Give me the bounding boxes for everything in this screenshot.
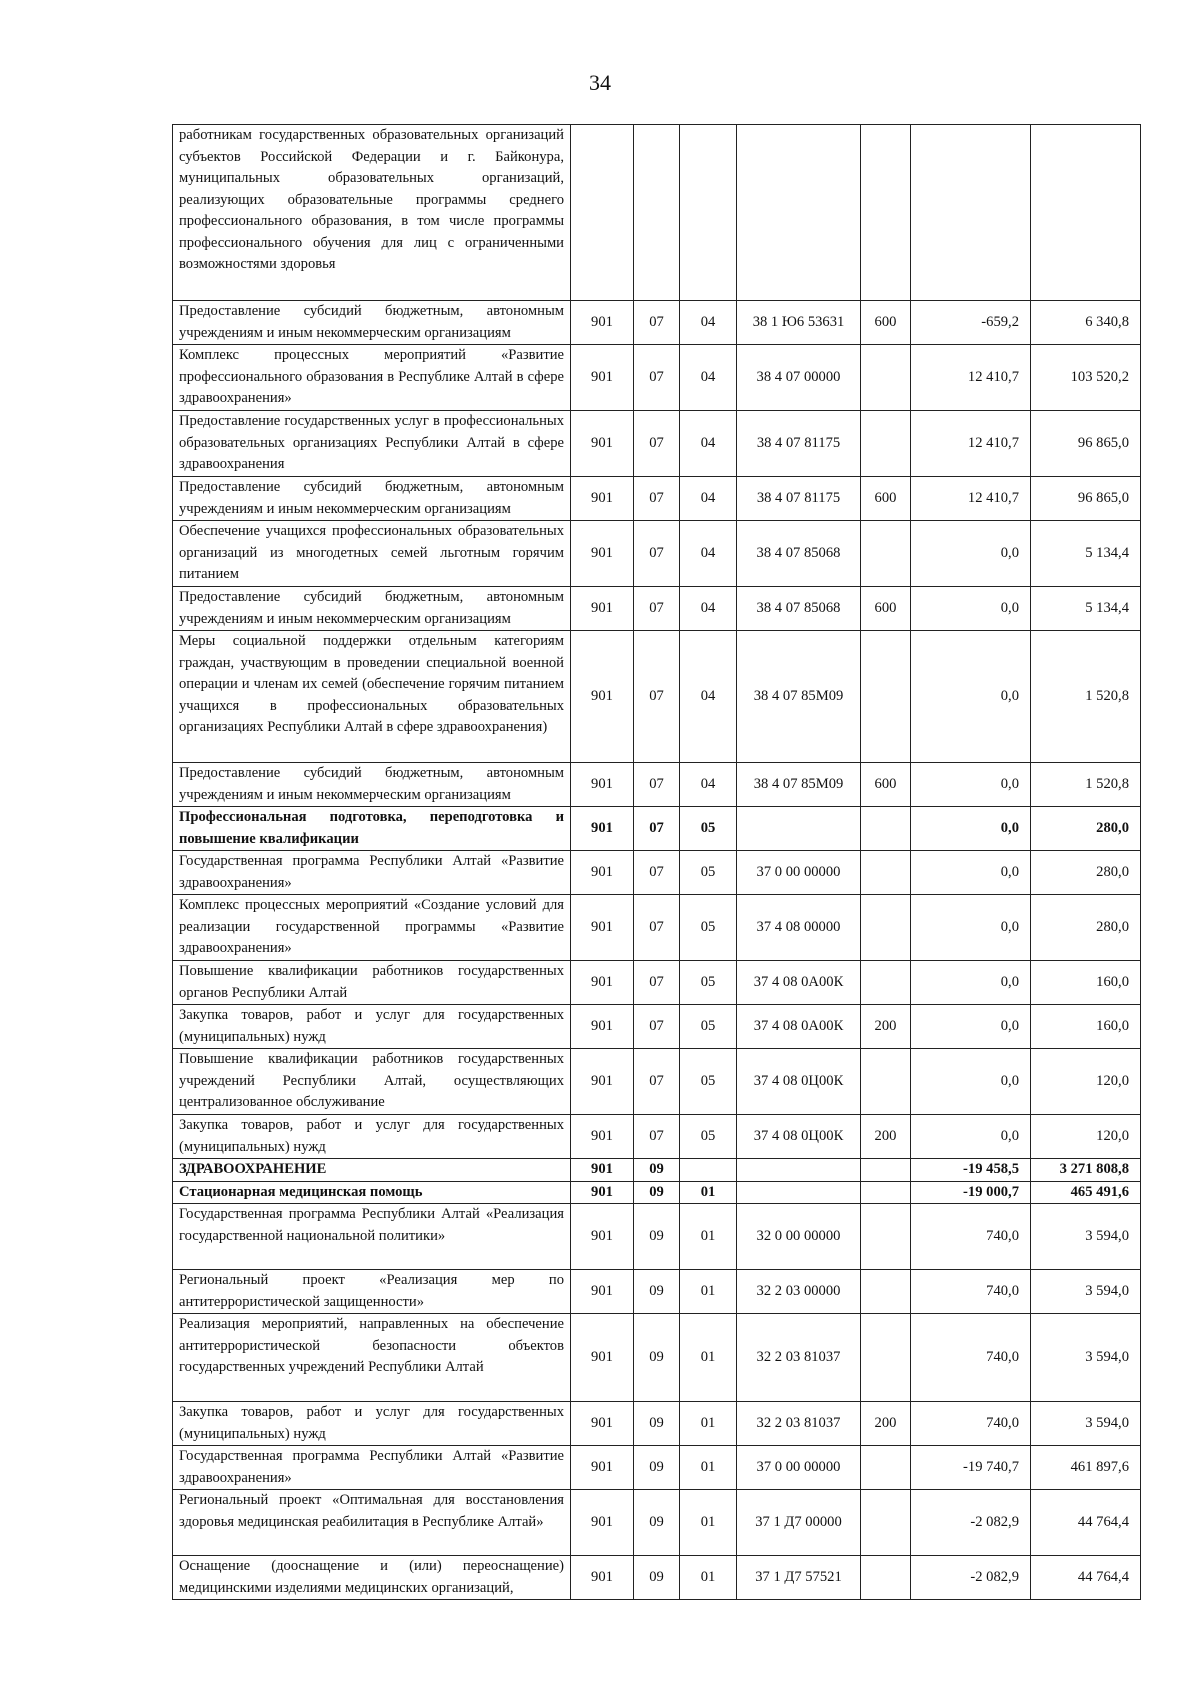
cell-ved-code: 901 [571, 1204, 634, 1270]
cell-section-code: 09 [634, 1490, 680, 1556]
cell-amount-change: 12 410,7 [911, 345, 1031, 411]
cell-target-article: 37 0 00 00000 [737, 1446, 861, 1490]
cell-name: Региональный проект «Реализация мер по антитеррористической защищенности» [173, 1270, 571, 1314]
cell-subsection-code: 01 [680, 1204, 737, 1270]
cell-expense-type [861, 1270, 911, 1314]
cell-subsection-code: 05 [680, 851, 737, 895]
cell-ved-code: 901 [571, 763, 634, 807]
cell-name: Предоставление субсидий бюджетным, автономным учреждениям и иным некоммерческим организациям [173, 477, 571, 521]
cell-name: Предоставление государственных услуг в профессиональных образовательных организациях Республики Алтай в сфере здравоохранения [173, 411, 571, 477]
cell-section-code: 07 [634, 521, 680, 587]
cell-target-article: 37 1 Д7 57521 [737, 1556, 861, 1600]
cell-target-article: 37 4 08 0А00К [737, 961, 861, 1005]
cell-expense-type [861, 807, 911, 851]
cell-amount-change: 0,0 [911, 961, 1031, 1005]
table-row [173, 1115, 1141, 1159]
cell-expense-type [861, 1159, 911, 1182]
cell-subsection-code: 04 [680, 763, 737, 807]
cell-subsection-code: 05 [680, 807, 737, 851]
cell-amount-total: 5 134,4 [1031, 521, 1141, 587]
cell-amount-total: 461 897,6 [1031, 1446, 1141, 1490]
cell-subsection-code: 01 [680, 1314, 737, 1402]
table-row [173, 1181, 1141, 1204]
table-row [173, 1005, 1141, 1049]
cell-subsection-code: 01 [680, 1270, 737, 1314]
cell-subsection-code: 01 [680, 1446, 737, 1490]
cell-amount-change: 0,0 [911, 521, 1031, 587]
cell-expense-type: 200 [861, 1115, 911, 1159]
cell-expense-type: 600 [861, 301, 911, 345]
cell-subsection-code: 04 [680, 345, 737, 411]
cell-target-article: 38 4 07 85М09 [737, 631, 861, 763]
cell-expense-type [861, 895, 911, 961]
cell-section-code: 07 [634, 477, 680, 521]
cell-expense-type [861, 961, 911, 1005]
cell-section-code: 09 [634, 1159, 680, 1182]
cell-amount-change: -659,2 [911, 301, 1031, 345]
cell-amount-change: 0,0 [911, 1115, 1031, 1159]
table-row [173, 411, 1141, 477]
cell-amount-total: 3 271 808,8 [1031, 1159, 1141, 1182]
cell-name: ЗДРАВООХРАНЕНИЕ [173, 1159, 571, 1182]
cell-amount-total: 280,0 [1031, 807, 1141, 851]
cell-amount-change: -19 740,7 [911, 1446, 1031, 1490]
table-row [173, 1159, 1141, 1182]
cell-name: Закупка товаров, работ и услуг для государственных (муниципальных) нужд [173, 1402, 571, 1446]
cell-expense-type [861, 1049, 911, 1115]
cell-expense-type: 200 [861, 1005, 911, 1049]
cell-target-article [737, 807, 861, 851]
cell-amount-change: 0,0 [911, 807, 1031, 851]
cell-name: Меры социальной поддержки отдельным категориям граждан, участвующим в проведении специальной военной операции и членам их семей (обеспечение горячим питанием учащихся в профессиональных образовательных организациях Республики Алтай в сфере здравоохранения) [173, 631, 571, 763]
cell-name: Государственная программа Республики Алтай «Развитие здравоохранения» [173, 1446, 571, 1490]
table-row [173, 345, 1141, 411]
cell-expense-type [861, 125, 911, 301]
table-row [173, 1270, 1141, 1314]
cell-name: Повышение квалификации работников государственных органов Республики Алтай [173, 961, 571, 1005]
cell-name: Комплекс процессных мероприятий «Развитие профессионального образования в Республике Алтай в сфере здравоохранения» [173, 345, 571, 411]
cell-amount-total: 160,0 [1031, 1005, 1141, 1049]
cell-ved-code: 901 [571, 1446, 634, 1490]
cell-target-article: 32 2 03 00000 [737, 1270, 861, 1314]
table-row [173, 1049, 1141, 1115]
table-row [173, 125, 1141, 301]
cell-name: Комплекс процессных мероприятий «Создание условий для реализации государственной программы «Развитие здравоохранения» [173, 895, 571, 961]
cell-expense-type [861, 1181, 911, 1204]
cell-subsection-code: 04 [680, 631, 737, 763]
cell-name: Повышение квалификации работников государственных учреждений Республики Алтай, осуществляющих централизованное обслуживание [173, 1049, 571, 1115]
cell-ved-code: 901 [571, 631, 634, 763]
cell-name: Государственная программа Республики Алтай «Развитие здравоохранения» [173, 851, 571, 895]
cell-ved-code: 901 [571, 1270, 634, 1314]
cell-section-code: 07 [634, 587, 680, 631]
cell-ved-code: 901 [571, 1490, 634, 1556]
cell-section-code: 09 [634, 1204, 680, 1270]
cell-expense-type [861, 851, 911, 895]
cell-ved-code: 901 [571, 895, 634, 961]
table-row [173, 1314, 1141, 1402]
cell-name: Профессиональная подготовка, переподготовка и повышение квалификации [173, 807, 571, 851]
cell-ved-code: 901 [571, 301, 634, 345]
cell-amount-change: 0,0 [911, 587, 1031, 631]
cell-ved-code: 901 [571, 851, 634, 895]
cell-section-code: 07 [634, 895, 680, 961]
cell-expense-type [861, 411, 911, 477]
cell-section-code: 07 [634, 1005, 680, 1049]
cell-subsection-code: 05 [680, 1115, 737, 1159]
cell-subsection-code: 04 [680, 521, 737, 587]
cell-subsection-code: 01 [680, 1402, 737, 1446]
cell-amount-total: 1 520,8 [1031, 631, 1141, 763]
cell-amount-total: 280,0 [1031, 851, 1141, 895]
cell-expense-type [861, 1490, 911, 1556]
cell-amount-change: 12 410,7 [911, 411, 1031, 477]
cell-subsection-code [680, 125, 737, 301]
cell-amount-total: 96 865,0 [1031, 411, 1141, 477]
table-row [173, 807, 1141, 851]
cell-target-article: 37 4 08 00000 [737, 895, 861, 961]
cell-subsection-code: 04 [680, 301, 737, 345]
cell-subsection-code: 05 [680, 1005, 737, 1049]
cell-amount-change: 0,0 [911, 1005, 1031, 1049]
cell-target-article: 37 4 08 0Ц00К [737, 1049, 861, 1115]
cell-amount-total: 280,0 [1031, 895, 1141, 961]
table-row [173, 521, 1141, 587]
cell-section-code: 09 [634, 1181, 680, 1204]
cell-subsection-code: 05 [680, 1049, 737, 1115]
cell-target-article: 38 4 07 00000 [737, 345, 861, 411]
cell-amount-total: 3 594,0 [1031, 1402, 1141, 1446]
cell-target-article: 38 4 07 81175 [737, 411, 861, 477]
cell-amount-change: 0,0 [911, 851, 1031, 895]
cell-section-code: 09 [634, 1314, 680, 1402]
cell-target-article: 38 4 07 81175 [737, 477, 861, 521]
cell-name: Реализация мероприятий, направленных на обеспечение антитеррористической безопасности объектов государственных учреждений Республики Алтай [173, 1314, 571, 1402]
cell-expense-type [861, 1314, 911, 1402]
cell-subsection-code: 01 [680, 1181, 737, 1204]
table-body [173, 125, 1141, 1600]
cell-amount-total: 120,0 [1031, 1115, 1141, 1159]
table-row [173, 1490, 1141, 1556]
cell-amount-change: 0,0 [911, 895, 1031, 961]
cell-expense-type: 200 [861, 1402, 911, 1446]
cell-target-article: 32 2 03 81037 [737, 1402, 861, 1446]
cell-name: Государственная программа Республики Алтай «Реализация государственной национальной политики» [173, 1204, 571, 1270]
cell-section-code: 09 [634, 1446, 680, 1490]
cell-ved-code: 901 [571, 961, 634, 1005]
cell-target-article: 37 0 00 00000 [737, 851, 861, 895]
table-row [173, 631, 1141, 763]
cell-subsection-code [680, 1159, 737, 1182]
cell-section-code: 07 [634, 345, 680, 411]
cell-amount-change: 0,0 [911, 1049, 1031, 1115]
cell-expense-type [861, 345, 911, 411]
cell-ved-code: 901 [571, 1556, 634, 1600]
cell-subsection-code: 04 [680, 411, 737, 477]
cell-section-code: 07 [634, 411, 680, 477]
page-number: 34 [589, 70, 611, 95]
table-row [173, 763, 1141, 807]
cell-ved-code: 901 [571, 1115, 634, 1159]
cell-ved-code: 901 [571, 521, 634, 587]
cell-expense-type [861, 631, 911, 763]
cell-target-article: 38 1 Ю6 53631 [737, 301, 861, 345]
table-row [173, 587, 1141, 631]
cell-amount-total: 1 520,8 [1031, 763, 1141, 807]
cell-target-article: 38 4 07 85068 [737, 587, 861, 631]
cell-subsection-code: 05 [680, 895, 737, 961]
cell-section-code: 09 [634, 1556, 680, 1600]
cell-name: Предоставление субсидий бюджетным, автономным учреждениям и иным некоммерческим организациям [173, 587, 571, 631]
cell-section-code [634, 125, 680, 301]
cell-ved-code: 901 [571, 1402, 634, 1446]
cell-amount-change: 12 410,7 [911, 477, 1031, 521]
cell-expense-type [861, 521, 911, 587]
cell-section-code: 07 [634, 1115, 680, 1159]
cell-amount-change: 0,0 [911, 763, 1031, 807]
cell-ved-code: 901 [571, 1181, 634, 1204]
cell-amount-total: 3 594,0 [1031, 1270, 1141, 1314]
cell-expense-type: 600 [861, 587, 911, 631]
table-row [173, 1446, 1141, 1490]
cell-subsection-code: 04 [680, 587, 737, 631]
cell-section-code: 07 [634, 961, 680, 1005]
cell-target-article [737, 1181, 861, 1204]
cell-target-article: 38 4 07 85068 [737, 521, 861, 587]
cell-ved-code: 901 [571, 587, 634, 631]
cell-expense-type [861, 1204, 911, 1270]
cell-section-code: 07 [634, 851, 680, 895]
cell-amount-change: -19 458,5 [911, 1159, 1031, 1182]
table-row [173, 895, 1141, 961]
cell-target-article: 32 2 03 81037 [737, 1314, 861, 1402]
cell-target-article: 37 1 Д7 00000 [737, 1490, 861, 1556]
cell-subsection-code: 05 [680, 961, 737, 1005]
table-row [173, 1556, 1141, 1600]
table-row [173, 1204, 1141, 1270]
table-row [173, 961, 1141, 1005]
cell-amount-change [911, 125, 1031, 301]
cell-amount-total: 3 594,0 [1031, 1314, 1141, 1402]
cell-ved-code: 901 [571, 1005, 634, 1049]
cell-amount-total [1031, 125, 1141, 301]
cell-section-code: 07 [634, 1049, 680, 1115]
cell-amount-total: 6 340,8 [1031, 301, 1141, 345]
cell-name: работникам государственных образовательных организаций субъектов Российской Федерации и г. Байконура, муниципальных образовательных организаций, реализующих образовательные программы среднего профессионального образования, в том числе программы профессионального обучения для лиц с ограниченными возможностями здоровья [173, 125, 571, 301]
cell-section-code: 09 [634, 1270, 680, 1314]
cell-amount-total: 44 764,4 [1031, 1490, 1141, 1556]
cell-ved-code: 901 [571, 1049, 634, 1115]
cell-amount-total: 96 865,0 [1031, 477, 1141, 521]
cell-name: Стационарная медицинская помощь [173, 1181, 571, 1204]
cell-name: Предоставление субсидий бюджетным, автономным учреждениям и иным некоммерческим организациям [173, 301, 571, 345]
cell-subsection-code: 01 [680, 1490, 737, 1556]
cell-amount-change: 740,0 [911, 1204, 1031, 1270]
cell-ved-code: 901 [571, 1314, 634, 1402]
cell-amount-change: 0,0 [911, 631, 1031, 763]
cell-target-article: 32 0 00 00000 [737, 1204, 861, 1270]
cell-amount-total: 120,0 [1031, 1049, 1141, 1115]
cell-expense-type [861, 1446, 911, 1490]
cell-section-code: 07 [634, 631, 680, 763]
cell-amount-total: 465 491,6 [1031, 1181, 1141, 1204]
cell-ved-code: 901 [571, 411, 634, 477]
cell-amount-change: 740,0 [911, 1402, 1031, 1446]
cell-target-article: 37 4 08 0Ц00К [737, 1115, 861, 1159]
table-row [173, 301, 1141, 345]
cell-amount-change: -19 000,7 [911, 1181, 1031, 1204]
cell-amount-change: -2 082,9 [911, 1556, 1031, 1600]
cell-target-article [737, 125, 861, 301]
cell-amount-change: 740,0 [911, 1270, 1031, 1314]
cell-amount-total: 5 134,4 [1031, 587, 1141, 631]
cell-subsection-code: 04 [680, 477, 737, 521]
cell-ved-code: 901 [571, 477, 634, 521]
budget-table [172, 124, 1141, 1600]
cell-amount-total: 103 520,2 [1031, 345, 1141, 411]
cell-amount-change: 740,0 [911, 1314, 1031, 1402]
cell-amount-total: 3 594,0 [1031, 1204, 1141, 1270]
cell-section-code: 07 [634, 807, 680, 851]
cell-target-article: 38 4 07 85М09 [737, 763, 861, 807]
table-row [173, 1402, 1141, 1446]
cell-target-article [737, 1159, 861, 1182]
cell-name: Закупка товаров, работ и услуг для государственных (муниципальных) нужд [173, 1115, 571, 1159]
table-row [173, 851, 1141, 895]
cell-expense-type [861, 1556, 911, 1600]
cell-amount-change: -2 082,9 [911, 1490, 1031, 1556]
cell-name: Оснащение (дооснащение и (или) переоснащение) медицинскими изделиями медицинских организаций, [173, 1556, 571, 1600]
cell-ved-code [571, 125, 634, 301]
cell-amount-total: 44 764,4 [1031, 1556, 1141, 1600]
cell-expense-type: 600 [861, 477, 911, 521]
cell-expense-type: 600 [861, 763, 911, 807]
cell-section-code: 07 [634, 301, 680, 345]
cell-ved-code: 901 [571, 807, 634, 851]
cell-section-code: 07 [634, 763, 680, 807]
table-row [173, 477, 1141, 521]
cell-name: Предоставление субсидий бюджетным, автономным учреждениям и иным некоммерческим организациям [173, 763, 571, 807]
cell-section-code: 09 [634, 1402, 680, 1446]
cell-ved-code: 901 [571, 1159, 634, 1182]
cell-target-article: 37 4 08 0А00К [737, 1005, 861, 1049]
cell-amount-total: 160,0 [1031, 961, 1141, 1005]
cell-subsection-code: 01 [680, 1556, 737, 1600]
cell-ved-code: 901 [571, 345, 634, 411]
cell-name: Закупка товаров, работ и услуг для государственных (муниципальных) нужд [173, 1005, 571, 1049]
cell-name: Региональный проект «Оптимальная для восстановления здоровья медицинская реабилитация в Республике Алтай» [173, 1490, 571, 1556]
cell-name: Обеспечение учащихся профессиональных образовательных организаций из многодетных семей льготным горячим питанием [173, 521, 571, 587]
